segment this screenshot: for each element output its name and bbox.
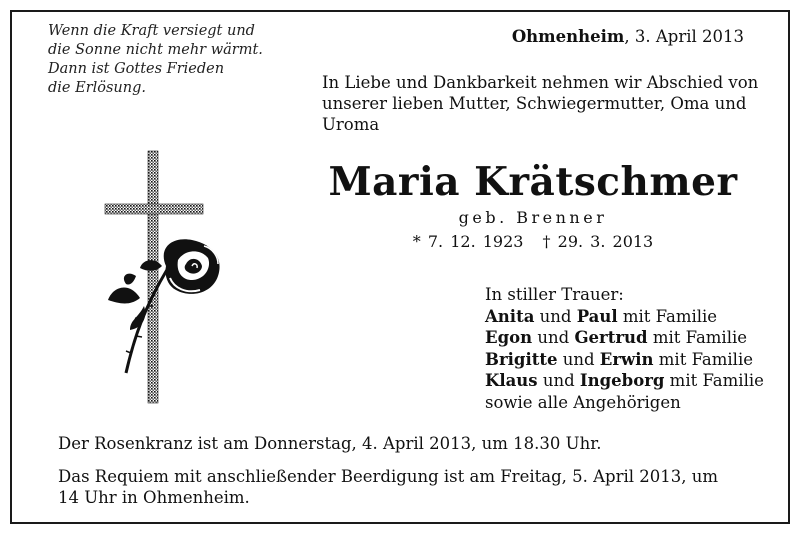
poem-line: die Sonne nicht mehr wärmt. (48, 42, 263, 58)
mourner-name: Ingeborg (579, 371, 665, 390)
mourners-list (485, 284, 764, 413)
date: , 3. April 2013 (624, 27, 744, 46)
family-suffix: mit Familie (664, 371, 764, 390)
mourner-row (485, 306, 764, 328)
mourner-name: Erwin (599, 349, 654, 369)
mourner-name: Egon (485, 328, 533, 347)
mourner-row (485, 370, 764, 392)
rose-icon (108, 239, 220, 373)
birth-date: * 7. 12. 1923 (412, 232, 524, 251)
mourners-closing: sowie alle Angehörigen (485, 392, 681, 412)
mourner-name: Paul (576, 306, 618, 326)
mourner-name: Gertrud (574, 328, 648, 347)
rosary-notice: Der Rosenkranz ist am Donnerstag, 4. April 2013, um 18.30 Uhr. (58, 434, 602, 453)
conjunction: und (557, 349, 600, 369)
cross-with-rose-icon (100, 148, 230, 408)
conjunction: und (534, 306, 577, 326)
poem-line: Dann ist Gottes Frieden (48, 61, 225, 77)
family-suffix: mit Familie (617, 306, 718, 326)
intro-text (322, 72, 759, 135)
place-date (512, 27, 744, 46)
mourners-heading: In stiller Trauer: (485, 285, 624, 304)
mourner-name: Anita (485, 306, 535, 326)
death-date: † 29. 3. 2013 (542, 232, 654, 251)
conjunction: und (532, 328, 575, 347)
mourner-name: Brigitte (485, 349, 558, 369)
mourner-row (485, 327, 764, 349)
intro-line: unserer lieben Mutter, Schwiegermutter, Oma und (322, 94, 747, 113)
mourner-row (485, 349, 764, 371)
family-suffix: mit Familie (653, 349, 753, 369)
poem-line: die Erlösung. (48, 80, 147, 96)
intro-line: In Liebe und Dankbarkeit nehmen wir Abschied von (322, 73, 759, 92)
maiden-name: geb. Brenner (458, 208, 608, 227)
conjunction: und (537, 371, 580, 390)
requiem-notice: Das Requiem mit anschließender Beerdigung ist am Freitag, 5. April 2013, um 14 Uhr in Ohmenheim. (58, 467, 719, 507)
mourner-name: Klaus (485, 371, 538, 390)
poem-line: Wenn die Kraft versiegt und (48, 23, 255, 39)
deceased-name: Maria Krätschmer (328, 159, 738, 205)
poem (48, 22, 288, 98)
intro-line: Uroma (322, 115, 380, 134)
place: Ohmenheim (511, 27, 625, 46)
family-suffix: mit Familie (647, 328, 748, 347)
life-dates (322, 232, 744, 251)
